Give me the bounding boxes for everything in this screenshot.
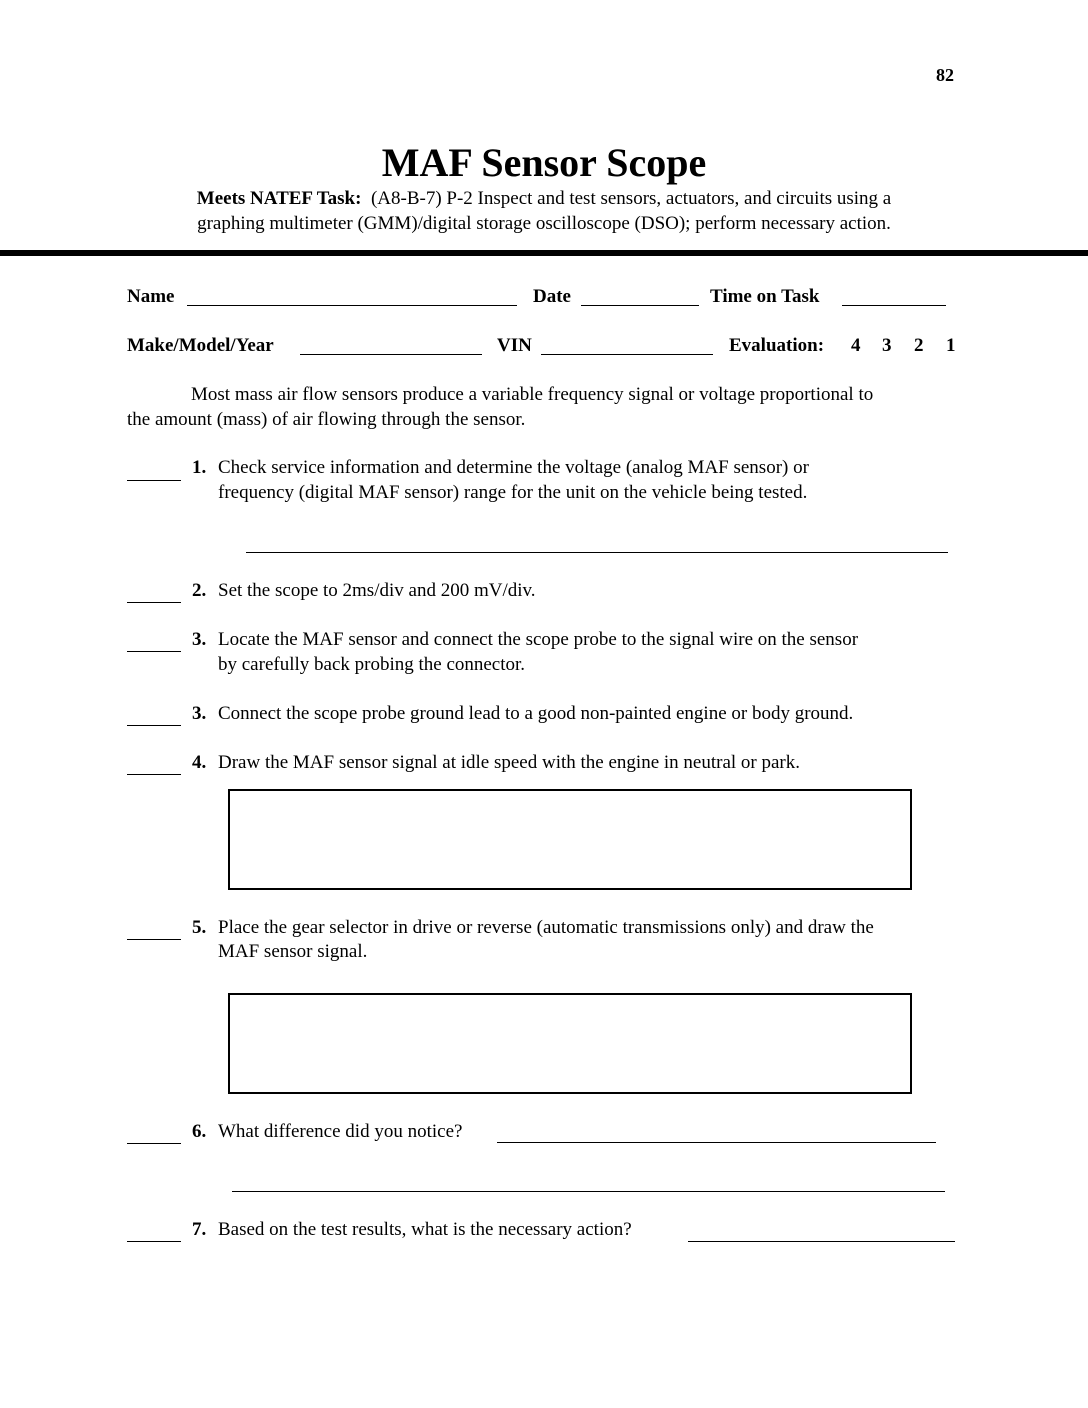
step-5-check-blank[interactable]: [127, 939, 181, 940]
time-on-task-field[interactable]: [842, 305, 946, 306]
step-3-check-blank[interactable]: [127, 651, 181, 652]
step-2-text: Set the scope to 2ms/div and 200 mV/div.: [218, 580, 536, 601]
step-3b-text: Connect the scope probe ground lead to a good non-painted engine or body ground.: [218, 703, 854, 724]
step-2-check-blank[interactable]: [127, 602, 181, 603]
evaluation-label: Evaluation:: [729, 335, 825, 356]
step-4-check-blank[interactable]: [127, 774, 181, 775]
step-5-text-2: MAF sensor signal.: [218, 941, 368, 962]
step-7-check-blank[interactable]: [127, 1241, 181, 1242]
score-2[interactable]: 2: [914, 335, 924, 356]
step-2-number: 2.: [192, 580, 207, 601]
step-1-number: 1.: [192, 457, 207, 478]
score-1[interactable]: 1: [946, 335, 956, 356]
step-7-text: Based on the test results, what is the necessary action?: [218, 1219, 632, 1240]
step-6-answer-line[interactable]: [497, 1142, 936, 1143]
date-label: Date: [533, 286, 571, 307]
score-4[interactable]: 4: [851, 335, 861, 356]
step-3b-number: 3.: [192, 703, 207, 724]
step-6-text: What difference did you notice?: [218, 1121, 463, 1142]
vin-field[interactable]: [541, 354, 713, 355]
step-6-answer-line-2[interactable]: [232, 1191, 945, 1192]
make-model-year-field[interactable]: [300, 354, 482, 355]
intro-line-1: Most mass air flow sensors produce a variable frequency signal or voltage proportional to: [191, 384, 874, 405]
subtitle-line-1: [0, 187, 1088, 211]
intro-line-2: the amount (mass) of air flowing through the sensor.: [127, 409, 526, 430]
idle-signal-drawing-box[interactable]: [228, 789, 912, 890]
step-1-text-2: frequency (digital MAF sensor) range for the unit on the vehicle being tested.: [218, 482, 808, 503]
step-7-answer-line[interactable]: [688, 1241, 955, 1242]
step-1-text: Check service information and determine the voltage (analog MAF sensor) or: [218, 457, 809, 478]
drive-signal-drawing-box[interactable]: [228, 993, 912, 1094]
step-5-number: 5.: [192, 917, 207, 938]
step-6-number: 6.: [192, 1121, 207, 1142]
step-1-answer-line[interactable]: [246, 552, 948, 553]
date-field[interactable]: [581, 305, 699, 306]
step-5-text: Place the gear selector in drive or reverse (automatic transmissions only) and draw the: [218, 917, 874, 938]
page-title: MAF Sensor Scope: [381, 140, 707, 185]
page-number: 82: [936, 65, 954, 85]
step-3-number: 3.: [192, 629, 207, 650]
step-4-number: 4.: [192, 752, 207, 773]
step-7-number: 7.: [192, 1219, 207, 1240]
step-6-check-blank[interactable]: [127, 1143, 181, 1144]
header-divider: [0, 250, 1088, 256]
natef-label: Meets NATEF Task:: [196, 188, 362, 209]
vin-label: VIN: [497, 335, 532, 356]
score-3[interactable]: 3: [882, 335, 892, 356]
step-1-check-blank[interactable]: [127, 480, 181, 481]
step-3-text-2: by carefully back probing the connector.: [218, 654, 526, 675]
subtitle-line-2: graphing multimeter (GMM)/digital storage oscilloscope (DSO); perform necessary action.: [197, 213, 891, 234]
step-3-text: Locate the MAF sensor and connect the scope probe to the signal wire on the sensor: [218, 629, 859, 650]
step-4-text: Draw the MAF sensor signal at idle speed with the engine in neutral or park.: [218, 752, 800, 773]
time-on-task-label: Time on Task: [710, 286, 820, 307]
natef-task-text: (A8-B-7) P-2 Inspect and test sensors, actuators, and circuits using a: [370, 188, 892, 209]
name-label: Name: [127, 286, 175, 307]
make-model-year-label: Make/Model/Year: [127, 335, 274, 356]
name-field[interactable]: [187, 305, 517, 306]
step-3b-check-blank[interactable]: [127, 725, 181, 726]
